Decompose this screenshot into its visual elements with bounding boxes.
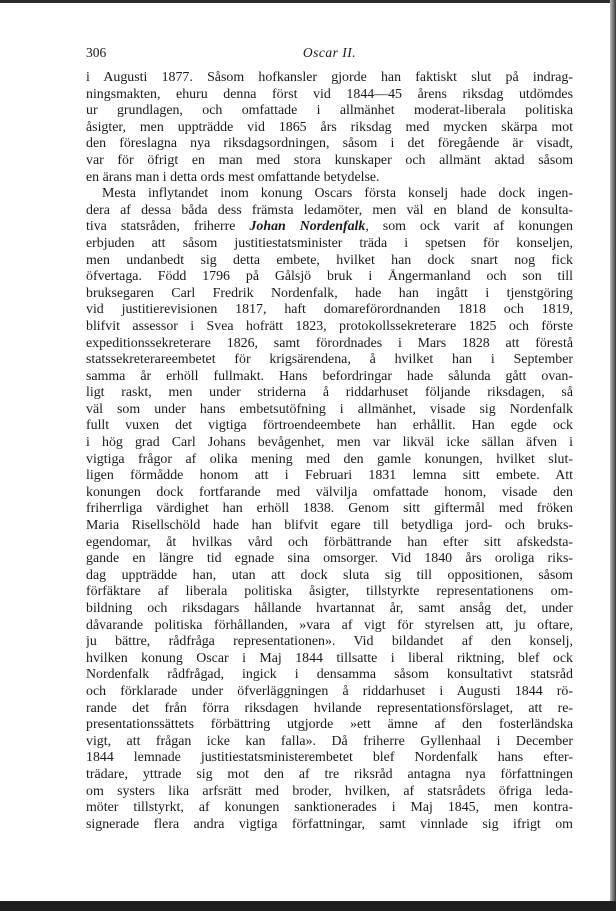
text-segment: vid justitierevisionen 1817, haft domareförordnanden 1818 och 1819, xyxy=(86,302,573,318)
text-line xyxy=(86,734,573,751)
text-line xyxy=(86,87,573,104)
text-line xyxy=(86,717,573,734)
text-segment: vigtiga frågor af olika mening med den gamle konungen, hvilket slut- xyxy=(86,451,573,467)
text-line xyxy=(86,219,573,236)
text-line xyxy=(86,203,573,220)
text-line xyxy=(86,120,573,137)
text-line xyxy=(86,369,573,386)
text-line xyxy=(86,501,573,518)
text-segment: 1844 lemnade justitiestatsministerembetet blef Nordenfalk hans efter- xyxy=(86,750,573,766)
text-segment: men undanbedt sig detta embete, hvilket han dock snart nog fick xyxy=(86,252,573,268)
text-segment: statssekreterareembetet för krigsärendena, å hvilket han i September xyxy=(86,352,573,368)
text-line xyxy=(86,70,573,87)
text-line xyxy=(86,269,573,286)
text-line xyxy=(86,385,573,402)
text-line xyxy=(86,286,573,303)
text-line xyxy=(86,418,573,435)
text-line xyxy=(86,336,573,353)
text-segment: friherrliga värdighet han erhöll 1838. Genom sitt giftermål med fröken xyxy=(86,501,573,517)
text-segment: var för öfrigt en man med stora kunskaper och allmänt aktad såsom xyxy=(86,152,573,168)
text-line xyxy=(86,136,573,153)
text-line xyxy=(86,601,573,618)
text-segment: rande det från förra riksdagen hvilande representationsförslaget, att re- xyxy=(86,700,573,716)
text-segment: ur grundlagen, och omfattade i allmänhet moderat-liberala politiska xyxy=(86,103,573,119)
text-segment: gande en längre tid egnade sina omsorger. Vid 1840 års oroliga riks- xyxy=(86,551,573,567)
text-line xyxy=(86,618,573,635)
text-line xyxy=(86,684,573,701)
text-segment: hvilken konung Oscar i Maj 1844 tillsatte i liberal riktning, blef ock xyxy=(86,650,573,666)
text-line xyxy=(86,236,573,253)
text-segment: ju bättre, rådfråga representationen». Vid bildandet af den konselj, xyxy=(86,634,573,650)
text-line xyxy=(86,352,573,369)
text-line xyxy=(86,435,573,452)
text-line xyxy=(86,568,573,585)
text-segment: egendomar, åt hvilkas vård och förbättrande han efter sitt afskedsta- xyxy=(86,534,573,550)
text-segment: dag uppträdde han, utan att dock sluta sig till oppositionen, såsom xyxy=(86,567,573,583)
text-segment: öfvertaga. Född 1796 på Gålsjö bruk i Ångermanland och son till xyxy=(86,269,573,285)
scan-edge-right xyxy=(610,0,616,911)
text-segment: möter tillstyrkt, af konungen sanktionerades i Maj 1845, men kontra- xyxy=(86,800,573,816)
text-line xyxy=(86,103,573,120)
text-line xyxy=(86,319,573,336)
text-segment: förfäktare af liberala politiska åsigter, tillstyrkte representationens om- xyxy=(86,584,573,600)
text-line xyxy=(86,750,573,767)
text-segment: presentationssättets förbättring utgjorde »ett ämne af den fosterländska xyxy=(86,717,573,733)
text-segment: den föreslagna nya riksdagsordningen, såsom i det föregående är visadt, xyxy=(86,136,573,152)
text-segment: erbjuden att såsom justitiestatsminister träda i spetsen för konseljen, xyxy=(86,235,573,251)
text-segment: signerade flera andra vigtiga författningar, samt vinnlade sig ifrigt om xyxy=(86,816,573,832)
text-segment: väl som under hans embetsutöfning i allmänhet, visade sig Nordenfalk xyxy=(86,401,573,417)
text-line xyxy=(86,551,573,568)
page-number: 306 xyxy=(86,45,107,60)
text-segment: , som ock varit af konungen xyxy=(365,219,573,235)
text-segment: dåvarande politiska förhållanden, »vara af vigt för styrelsen att, ju oftare, xyxy=(86,617,573,633)
text-segment: om systers lika arfsrätt med broder, hvilken, af statsrådets öfriga leda- xyxy=(86,783,573,799)
text-line xyxy=(86,800,573,817)
text-line xyxy=(86,302,573,319)
text-line xyxy=(86,170,573,187)
text-line xyxy=(86,535,573,552)
page-header xyxy=(86,45,573,61)
scan-edge-top xyxy=(0,0,616,3)
text-segment: i Augusti 1877. Såsom hofkansler gjorde han faktiskt slut på indrag- xyxy=(86,70,573,85)
text-segment: ligt raskt, men under striderna å riddarhuset följande riksdagen, så xyxy=(86,385,573,401)
text-segment: bruksegaren Carl Fredrik Nordenfalk, hade han ingått i tjenstgöring xyxy=(86,285,573,301)
running-head: Oscar II. xyxy=(302,45,357,60)
text-segment: Nordenfalk rådfrågad, ingick i densamma såsom konsultativt statsråd xyxy=(86,667,573,683)
text-segment: en ärans man i detta ords mest omfattande betydelse. xyxy=(86,169,380,185)
text-line xyxy=(86,402,573,419)
text-segment: konungen dock fortfarande med välvilja omfattade honom, visade den xyxy=(86,484,573,500)
text-line xyxy=(86,468,573,485)
text-line xyxy=(86,253,573,270)
text-line xyxy=(86,701,573,718)
emphasized-name: Johan Nordenfalk xyxy=(249,219,366,235)
text-line xyxy=(86,452,573,469)
text-line xyxy=(86,518,573,535)
text-segment: samma år erhöll fullmakt. Hans befordringar hade sålunda gått ovan- xyxy=(86,368,573,384)
text-line xyxy=(86,817,573,834)
text-line xyxy=(86,634,573,651)
text-segment: fullt vuxen det vigtiga förtroendeembete han erhållit. Han egde ock xyxy=(86,418,573,434)
text-segment: blifvit assessor i Svea hofrätt 1823, protokollssekreterare 1825 och förste xyxy=(86,318,573,334)
text-line xyxy=(86,667,573,684)
text-line xyxy=(86,767,573,784)
text-segment: Mesta inflytandet inom konung Oscars första konselj hade dock ingen- xyxy=(102,186,573,202)
text-segment: expeditionssekreterare 1826, samt förordnades i Mars 1828 att förestå xyxy=(86,335,573,351)
text-segment: Maria Risellschöld hade han blifvit egare till betydliga jord- och bruks- xyxy=(86,518,573,534)
text-line xyxy=(86,784,573,801)
text-segment: trädare, yttrade sig mot den af tre riksråd antagna nya författningen xyxy=(86,766,573,782)
text-line xyxy=(86,186,573,203)
text-segment: åsigter, men uppträdde vid 1865 års riksdag med mycken skärpa mot xyxy=(86,119,573,135)
text-segment: i hög grad Carl Johans bevågenhet, men var likväl icke sällan äfven i xyxy=(86,435,573,451)
text-segment: tiva statsråden, friherre xyxy=(86,219,250,235)
text-segment: dera af dessa båda dess främsta ledamöter, men väl en bland de konsulta- xyxy=(86,202,573,218)
text-segment: ningsmakten, ehuru denna först vid 1844—45 årens riksdag utdömdes xyxy=(86,86,573,102)
scan-edge-bottom xyxy=(0,901,616,911)
text-segment: vigt, att frågan icke kan falla». Då friherre Gyllenhaal i December xyxy=(86,733,573,749)
text-line xyxy=(86,485,573,502)
text-segment: ligen förmådde honom att i Februari 1831 lemna sitt embete. Att xyxy=(86,468,573,484)
text-segment: och förklarade under öfverläggningen å riddarhuset i Augusti 1844 rö- xyxy=(86,683,573,699)
text-line xyxy=(86,651,573,668)
text-line xyxy=(86,584,573,601)
body-text xyxy=(86,70,573,833)
text-line xyxy=(86,153,573,170)
text-segment: bildning och riksdagars hållande hvartannat år, samt ansåg det, under xyxy=(86,601,573,616)
